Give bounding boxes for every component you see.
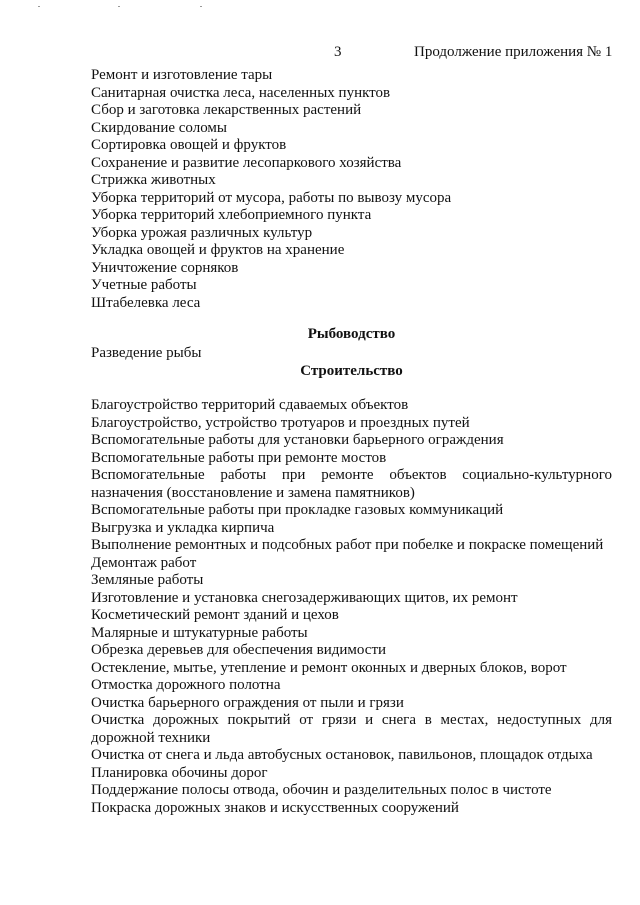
list-item: Сортировка овощей и фруктов [91,137,287,153]
section-fish [91,326,612,381]
page-number: 3 [334,44,342,60]
list-item: Стрижка животных [91,172,216,188]
list-item: Малярные и штукатурные работы [91,624,308,641]
list-item: Вспомогательные работы при прокладке газовых коммуникаций [91,502,504,518]
list-item: Очистка от снега и льда автобусных остановок, павильонов, площадок отдыха [91,747,593,763]
section-heading: Рыбоводство [307,326,396,342]
list-item: Планировка обочины дорог [91,764,268,781]
list-item: Сохранение и развитие лесопаркового хозяйства [91,154,402,171]
list-item: Сбор и заготовка лекарственных растений [91,102,362,118]
list-item: Разведение рыбы [91,344,202,361]
list-item: Штабелевка леса [91,294,201,311]
list-item: Выгрузка и укладка кирпича [91,519,275,536]
list-item: Изготовление и установка снегозадерживающих щитов, их ремонт [91,589,518,606]
work-list-top [91,67,612,312]
list-item: Благоустройство территорий сдаваемых объектов [91,397,409,413]
list-item: Вспомогательные работы при ремонте мостов [91,449,387,466]
list-item: Остекление, мытье, утепление и ремонт оконных и дверных блоков, ворот [91,659,567,676]
list-item: Поддержание полосы отвода, обочин и разделительных полос в чистоте [91,782,552,798]
list-item: Косметический ремонт зданий и цехов [91,607,339,623]
list-item: Скирдование соломы [91,119,227,136]
list-item-continuation: назначения (восстановление и замена памятников) [91,484,415,501]
section-heading: Строительство [300,363,403,379]
list-item: Покраска дорожных знаков и искусственных сооружений [91,799,459,816]
list-item: Очистка дорожных покрытий от грязи и снега в местах, недоступных для [91,712,612,728]
list-item: Демонтаж работ [91,554,197,571]
list-item: Санитарная очистка леса, населенных пунктов [91,84,391,101]
list-item: Обрезка деревьев для обеспечения видимости [91,642,387,658]
list-item: Вспомогательные работы для установки барьерного ограждения [91,432,504,448]
continuation-note: Продолжение приложения № 1 [414,44,613,60]
list-item: Учетные работы [91,277,197,293]
list-item: Очистка барьерного ограждения от пыли и грязи [91,694,404,711]
list-item-continuation: дорожной техники [91,729,211,746]
section-construction [91,397,612,817]
scan-mark [38,6,40,7]
list-item: Вспомогательные работы при ремонте объектов социально-культурного [91,467,612,483]
list-item: Укладка овощей и фруктов на хранение [91,242,345,258]
list-item: Уборка территорий от мусора, работы по вывозу мусора [91,189,452,206]
list-item: Уборка территорий хлебоприемного пункта [91,207,372,223]
list-item: Благоустройство, устройство тротуаров и проездных путей [91,414,470,431]
list-item: Уборка урожая различных культур [91,224,313,241]
scan-mark [118,6,120,7]
list-item: Отмостка дорожного полотна [91,677,281,693]
list-item: Выполнение ремонтных и подсобных работ при побелке и покраске помещений [91,537,604,553]
scan-mark [200,6,202,7]
list-item: Ремонт и изготовление тары [91,67,273,83]
list-item: Уничтожение сорняков [91,259,239,276]
list-item: Земляные работы [91,572,204,588]
